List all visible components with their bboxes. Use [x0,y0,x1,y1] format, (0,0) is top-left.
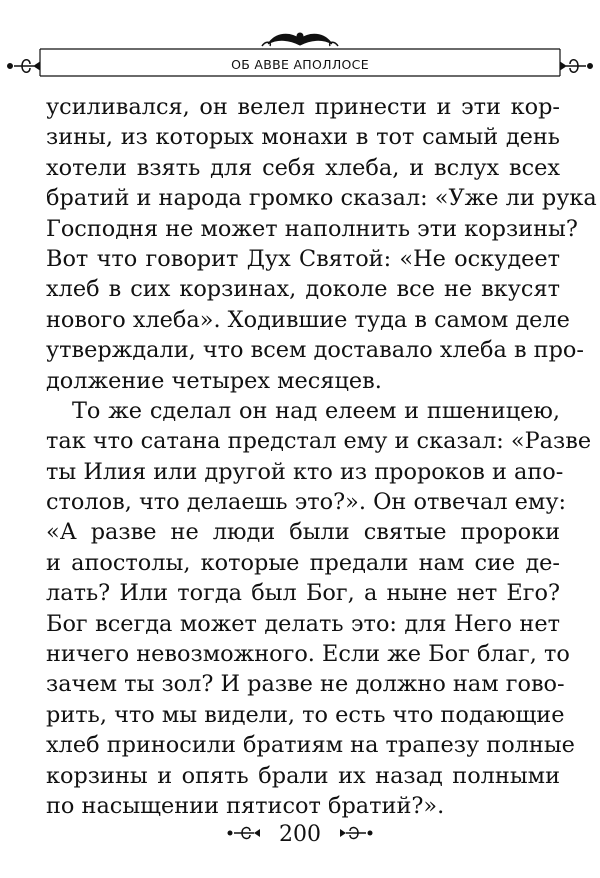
text-line: братий и народа громко сказал: «Уже ли рука [46,185,597,212]
running-title: ОБ АВВЕ АПОЛЛОСЕ [231,57,369,72]
text-line: по насыщении пятисот братий?». [46,792,445,819]
text-line: должение четырех месяцев. [46,367,382,394]
text-line: усиливался, он велел принести и эти кор- [46,94,560,120]
text-line: утверждали, что всем доставало хлеба в про- [46,337,584,364]
left-footer-fleuron-icon [226,823,260,847]
text-line: ты Илия или другой кто из пророков и апо- [46,458,564,485]
text-line: зачем ты зол? И разве не должно нам гово- [46,671,565,698]
text-line: рить, что мы видели, то есть что подающие [46,701,565,728]
text-line: Бог всегда может делать это: для Него нет [46,610,560,637]
body-text [46,92,597,821]
text-line: корзины и опять брали их назад полными [46,762,560,789]
text-line: хлеб приносили братиям на трапезу полные [46,732,575,759]
page-footer [0,820,600,856]
page-header [0,28,600,88]
text-line: «А разве не люди были святые пророки [46,519,560,546]
text-line: ничего невозможного. Если же Бог благ, то [46,641,570,668]
text-line: Вот что говорит Дух Святой: «Не оскудеет [46,245,560,272]
text-line: Господня не может наполнить эти корзины? [46,215,578,242]
text-line: и апостолы, которые предали нам сие де- [46,549,560,576]
text-line: столов, что делаешь это?». Он отвечал ему: [46,489,567,516]
paragraph [46,396,592,821]
text-line: лать? Или тогда был Бог, а ныне нет Его? [46,580,560,607]
page-number: 200 [279,822,321,847]
text-line: То же сделал он над елеем и пшеницею, [72,397,560,424]
text-line: зины, из которых монахи в тот самый день [46,124,560,151]
text-line: нового хлеба». Ходившие туда в самом деле [46,306,570,333]
text-line: хотели взять для себя хлеба, и вслух всех [46,154,560,181]
text-line: хлеб в сих корзинах, доколе все не вкусят [46,276,560,303]
right-footer-fleuron-icon [340,823,374,847]
top-flourish-icon [262,33,338,46]
paragraph [46,92,597,396]
text-line: так что сатана предстал ему и сказал: «Разве [46,428,592,455]
